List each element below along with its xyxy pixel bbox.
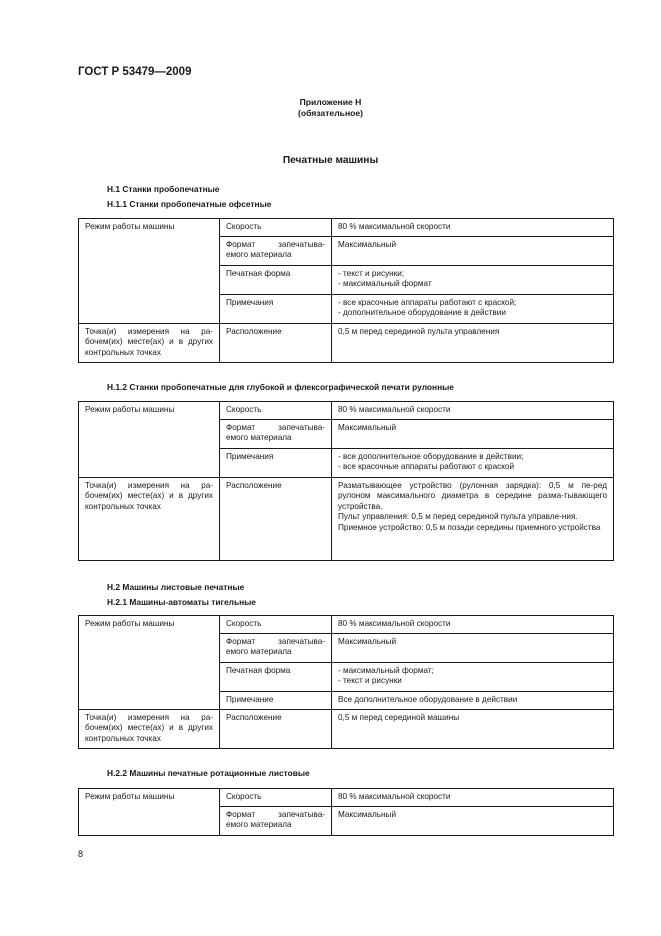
value-cell: Максимальный xyxy=(332,634,614,663)
value-cell: Максимальный xyxy=(332,807,614,836)
appendix-status: (обязательное) xyxy=(297,108,364,118)
table-row xyxy=(79,616,614,634)
table-row xyxy=(79,478,614,561)
param-cell: Формат запечатыва-емого материала xyxy=(220,420,332,449)
appendix-block xyxy=(0,97,661,119)
param-cell: Примечания xyxy=(220,449,332,478)
points-cell: Точка(и) измерения на ра-бочем(их) месте(ах) и в других контрольных точках xyxy=(79,710,220,749)
param-cell: Печатная форма xyxy=(220,266,332,295)
location-value-cell: 0,5 м перед серединой пульта управления xyxy=(332,324,614,363)
location-label-cell: Расположение xyxy=(220,710,332,749)
value-cell: Максимальный xyxy=(332,420,614,449)
param-cell: Скорость xyxy=(220,402,332,420)
section-heading-h1: Н.1 Станки пробопечатные xyxy=(107,184,220,194)
points-cell: Точка(и) измерения на ра-бочем(их) месте(ах) и в других контрольных точках xyxy=(79,324,220,363)
value-cell: 80 % максимальной скорости xyxy=(332,402,614,420)
standard-designation: ГОСТ Р 53479—2009 xyxy=(78,66,192,78)
param-cell: Формат запечатыва-емого материала xyxy=(220,634,332,663)
table-h1-2 xyxy=(78,401,614,561)
value-cell: - все красочные аппараты работают с краской; - дополнительное оборудование в действии xyxy=(332,295,614,324)
param-cell: Формат запечатыва-емого материала xyxy=(220,237,332,266)
section-heading-h1-2: Н.1.2 Станки пробопечатные для глубокой и флексографической печати рулонные xyxy=(107,382,454,392)
param-cell: Скорость xyxy=(220,219,332,237)
page-number: 8 xyxy=(78,849,84,859)
value-cell: - текст и рисунки; - максимальный формат xyxy=(332,266,614,295)
mode-cell: Режим работы машины xyxy=(79,789,220,836)
location-value-cell: Разматывающее устройство (рулонная зарядка): 0,5 м пе-ред рулоном максимального диаметра в середине разма-тывающего устройства. Пульт управления: 0,5 м перед серединой пульта управле-ния. Приемное устройство: 0,5 м позади середины приемного устройства xyxy=(332,478,614,561)
points-cell: Точка(и) измерения на ра-бочем(их) месте(ах) и в других контрольных точках xyxy=(79,478,220,561)
page-heading: Печатные машины xyxy=(282,155,379,166)
appendix-title: Приложение Н xyxy=(299,97,362,107)
table-row xyxy=(79,324,614,363)
table-row xyxy=(79,710,614,749)
mode-cell: Режим работы машины xyxy=(79,616,220,710)
param-cell: Скорость xyxy=(220,789,332,807)
value-cell: Все дополнительное оборудование в действии xyxy=(332,692,614,710)
value-cell: - максимальный формат; - текст и рисунки xyxy=(332,663,614,692)
table-h1-1 xyxy=(78,218,614,363)
value-cell: 80 % максимальной скорости xyxy=(332,616,614,634)
table-h2-2 xyxy=(78,788,614,836)
section-heading-h1-1: Н.1.1 Станки пробопечатные офсетные xyxy=(107,199,272,209)
param-cell: Скорость xyxy=(220,616,332,634)
value-cell: 80 % максимальной скорости xyxy=(332,789,614,807)
location-label-cell: Расположение xyxy=(220,478,332,561)
param-cell: Формат запечатыва-емого материала xyxy=(220,807,332,836)
table-row xyxy=(79,219,614,237)
location-label-cell: Расположение xyxy=(220,324,332,363)
param-cell: Примечание xyxy=(220,692,332,710)
mode-cell: Режим работы машины xyxy=(79,402,220,478)
mode-cell: Режим работы машины xyxy=(79,219,220,324)
value-cell: - все дополнительное оборудование в действии; - все красочные аппараты работают с краской xyxy=(332,449,614,478)
section-heading-h2-2: Н.2.2 Машины печатные ротационные листовые xyxy=(107,768,310,778)
table-row xyxy=(79,789,614,807)
table-row xyxy=(79,402,614,420)
param-cell: Примечания xyxy=(220,295,332,324)
location-value-cell: 0,5 м перед серединой машины xyxy=(332,710,614,749)
value-cell: 80 % максимальной скорости xyxy=(332,219,614,237)
value-cell: Максимальный xyxy=(332,237,614,266)
param-cell: Печатная форма xyxy=(220,663,332,692)
table-h2-1 xyxy=(78,615,614,749)
section-heading-h2: Н.2 Машины листовые печатные xyxy=(107,582,245,592)
section-heading-h2-1: Н.2.1 Машины-автоматы тигельные xyxy=(107,597,256,607)
